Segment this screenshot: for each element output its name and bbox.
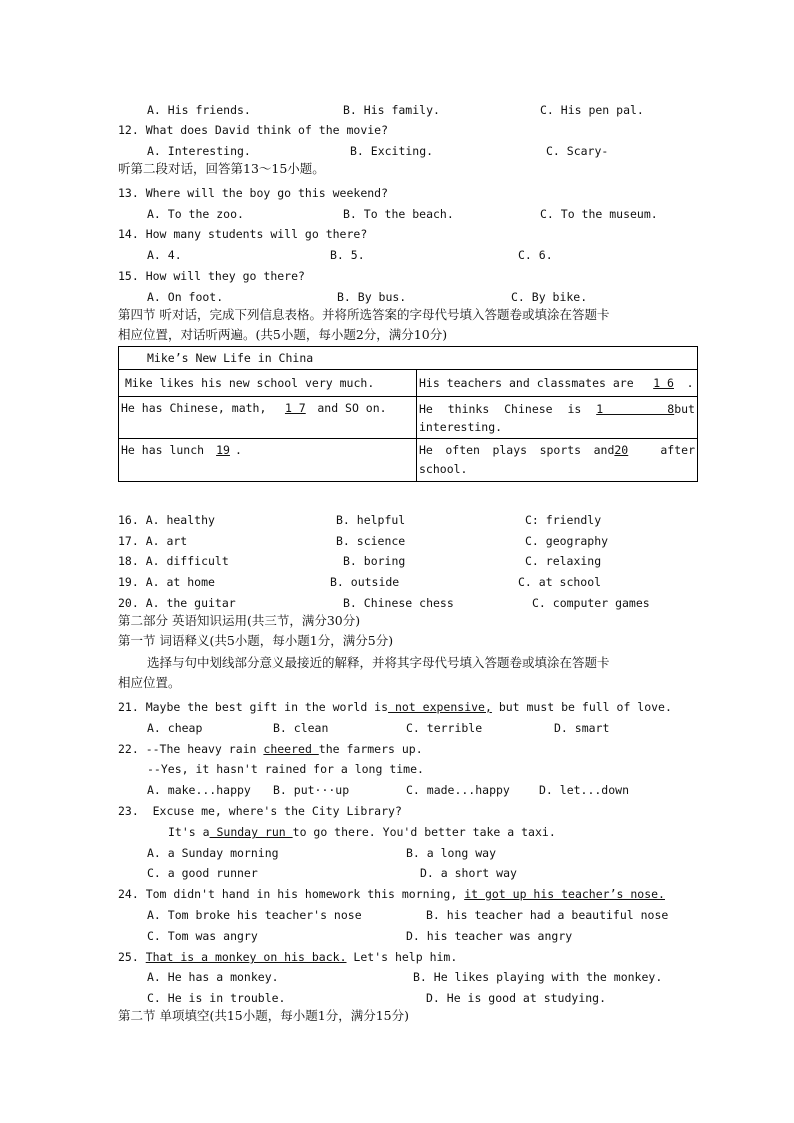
q23-option-d: D. a short way (420, 866, 517, 880)
q13-question: 13. Where will the boy go this weekend? (118, 186, 389, 200)
q22-option-a: A. make...happy (147, 783, 251, 797)
section4-instruction-line2: 相应位置，对话听两遍。(共5小题，每小题2分，满分10分) (118, 327, 448, 342)
q25-option-b: B. He likes playing with the monkey. (413, 970, 663, 984)
part2-title: 第二部分 英语知识运用(共三节，满分30分) (118, 613, 361, 628)
info-row3-left-text: He has lunch (121, 443, 205, 457)
info-row3-right-line1: He often plays sports and20 after (419, 441, 695, 460)
q14-option-b: B. 5. (330, 248, 365, 262)
q15-option-b: B. By bus. (337, 290, 407, 304)
q19-option-a: 19. A. at home (118, 575, 215, 589)
q21-question: 21. Maybe the best gift in the world is not expensive, but must be full of love. (118, 700, 672, 714)
q25-option-c: C. He is in trouble. (147, 991, 286, 1005)
q21-option-d: D. smart (554, 721, 610, 735)
q11-option-b: B. His family. (343, 103, 440, 117)
q17-option-c: C. geography (525, 534, 609, 548)
q22-option-c: C. made...happy (406, 783, 510, 797)
q24-option-d: D. his teacher was angry (406, 929, 573, 943)
q14-option-a: A. 4. (147, 248, 182, 262)
q19-option-b: B. outside (330, 575, 400, 589)
info-row1-left: Mike likes his new school very much. (119, 370, 417, 397)
q24-question: 24. Tom didn't hand in his homework this morning, it got up his teacher’s nose. (118, 887, 665, 901)
q17-option-b: B. science (336, 534, 406, 548)
q16-option-a: 16. A. healthy (118, 513, 215, 527)
info-row3-right (417, 439, 698, 482)
info-row1-right: His teachers and classmates are 1 6 . (417, 370, 698, 397)
q24-option-b: B. his teacher had a beautiful nose (426, 908, 669, 922)
q25-question: 25. That is a monkey on his back. Let's help him. (118, 950, 458, 964)
q15-option-a: A. On foot. (147, 290, 224, 304)
q25-option-d: D. He is good at studying. (426, 991, 607, 1005)
blank-16: 1 6 (653, 375, 674, 390)
q19-option-c: C. at school (518, 575, 602, 589)
q21-underlined: not expensive, (388, 700, 492, 714)
q16-option-b: B. helpful (336, 513, 406, 527)
q11-option-c: C. His pen pal. (540, 103, 644, 117)
q23-option-a: A. a Sunday morning (147, 846, 279, 860)
q24-option-c: C. Tom was angry (147, 929, 258, 943)
q11-option-a: A. His friends. (147, 103, 251, 117)
q23-option-b: B. a long way (406, 846, 497, 860)
q14-question: 14. How many students will go there? (118, 227, 368, 241)
part2-section1-instruction-line2: 相应位置。 (118, 675, 181, 690)
q22-option-b: B. put···up (273, 783, 350, 797)
info-row2-right (417, 397, 698, 439)
q17-option-a: 17. A. art (118, 534, 188, 548)
info-row3-right-line2: school. (419, 462, 468, 476)
q12-option-b: B. Exciting. (350, 144, 434, 158)
q24-underlined: it got up his teacher’s nose. (464, 887, 665, 901)
q12-option-c: C. Scary- (546, 144, 609, 158)
dialog2-instruction: 听第二段对话，回答第13～15小题。 (118, 161, 325, 176)
q23-question: 23. Excuse me, where's the City Library? (118, 804, 402, 818)
q23-underlined: Sunday run (209, 825, 293, 839)
q18-option-a: 18. A. difficult (118, 554, 229, 568)
info-row2-left-text: He has Chinese, math, (121, 401, 267, 415)
q15-question: 15. How will they go there? (118, 269, 305, 283)
q22-response: --Yes, it hasn't rained for a long time. (147, 762, 424, 776)
q20-option-b: B. Chinese chess (343, 596, 454, 610)
part2-section1-instruction-line1: 选择与句中划线部分意义最接近的解释，并将其字母代号填入答题卷或填涂在答题卡 (147, 655, 610, 670)
info-row3-left: He has lunch 19 . (119, 439, 417, 482)
q13-option-a: A. To the zoo. (147, 207, 244, 221)
q25-option-a: A. He has a monkey. (147, 970, 279, 984)
q25-underlined: That is a monkey on his back. (145, 950, 347, 964)
section4-instruction-line1: 第四节 听对话，完成下列信息表格。并将所选答案的字母代号填入答题卷或填涂在答题卡 (118, 307, 610, 322)
q13-option-b: B. To the beach. (343, 207, 454, 221)
q22-question: 22. --The heavy rain cheered the farmers up. (118, 742, 423, 756)
blank-19: 19 (216, 443, 230, 457)
info-table (118, 346, 698, 482)
q13-option-c: C. To the museum. (540, 207, 658, 221)
q22-option-d: D. let...down (539, 783, 630, 797)
q18-option-c: C. relaxing (525, 554, 602, 568)
q21-option-b: B. clean (273, 721, 329, 735)
q12-option-a: A. Interesting. (147, 144, 251, 158)
info-row1-right-text: His teachers and classmates are (419, 375, 634, 390)
part2-section1-title: 第一节 词语释义(共5小题，每小题1分，满分5分) (118, 633, 394, 648)
q23-response: It's a Sunday run to go there. You'd better take a taxi. (168, 825, 556, 839)
info-row2-left (119, 397, 417, 439)
q23-option-c: C. a good runner (147, 866, 258, 880)
part2-section2-title: 第二节 单项填空(共15小题，每小题1分，满分15分) (118, 1008, 409, 1023)
q20-option-c: C. computer games (532, 596, 650, 610)
q21-option-c: C. terrible (406, 721, 483, 735)
blank-17: 1 7 (284, 401, 306, 415)
q16-option-c: C: friendly (525, 513, 602, 527)
blank-18: 1 8 (596, 401, 675, 416)
info-row2-left-post: and SO on. (317, 401, 387, 415)
q21-option-a: A. cheap (147, 721, 203, 735)
q15-option-c: C. By bike. (511, 290, 588, 304)
q24-option-a: A. Tom broke his teacher's nose (147, 908, 362, 922)
q20-option-a: 20. A. the guitar (118, 596, 236, 610)
info-table-title: Mike’s New Life in China (119, 347, 698, 370)
q18-option-b: B. boring (343, 554, 406, 568)
q12-question: 12. What does David think of the movie? (118, 123, 389, 137)
info-row2-right-line1: He thinks Chinese is 1 8but (419, 401, 695, 416)
q22-underlined: cheered (263, 742, 319, 756)
blank-20: 20 (614, 443, 629, 457)
q14-option-c: C. 6. (518, 248, 553, 262)
info-row2-right-line2: interesting. (419, 419, 503, 434)
